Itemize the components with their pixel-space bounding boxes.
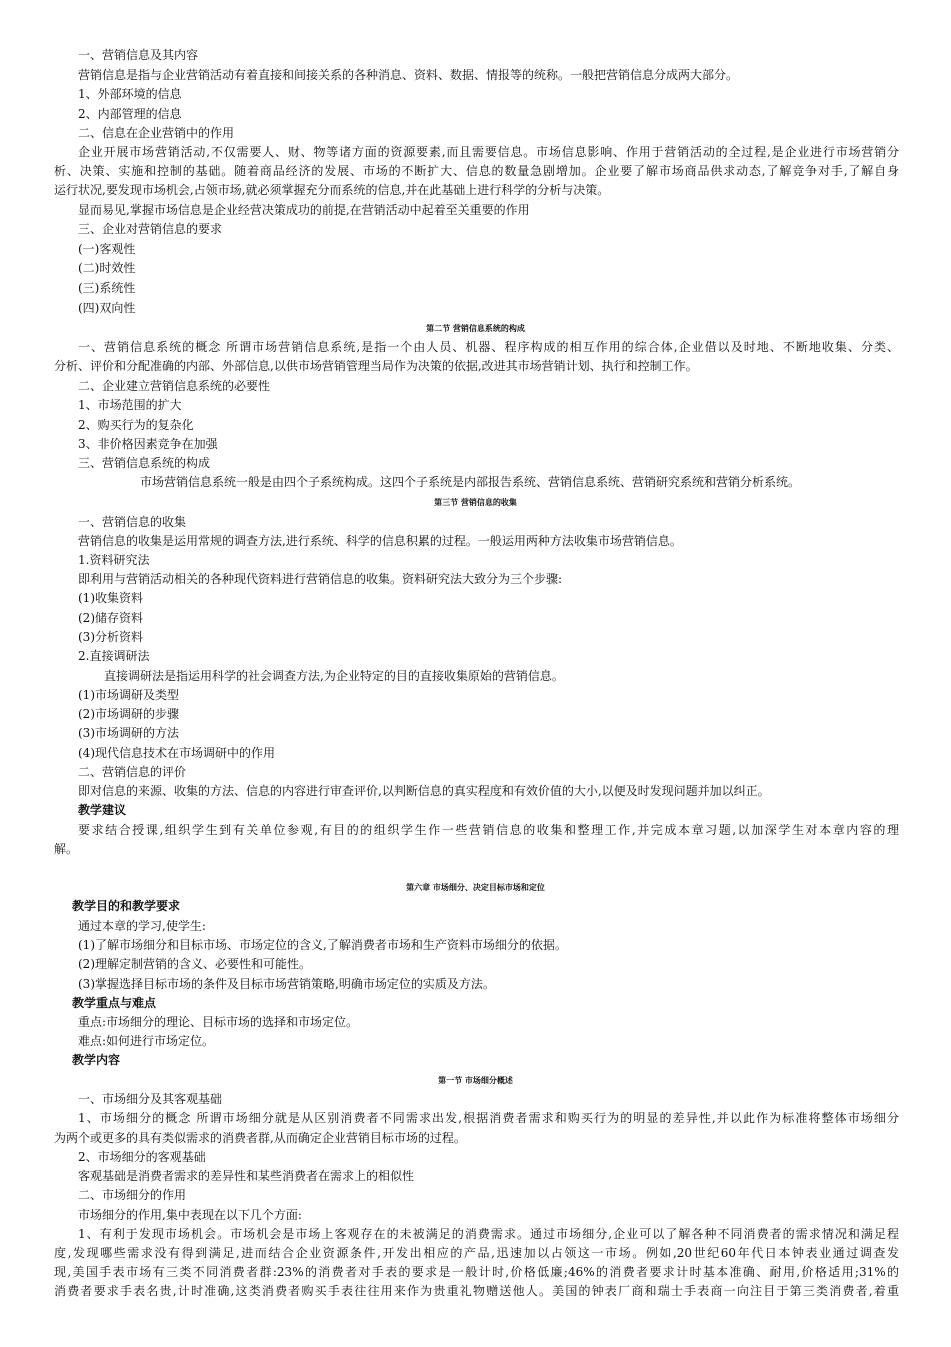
bold-heading: 教学建议 <box>78 803 127 817</box>
section-title: 第二节 营销信息系统的构成 <box>426 323 525 333</box>
section-heading: 一、市场细分及其客观基础 <box>78 1092 223 1106</box>
chapter-title: 第六章 市场细分、决定目标市场和定位 <box>406 882 545 892</box>
paragraph-line: 直接调研法是指运用科学的社会调查方法,为企业特定的目的直接收集原始的营销信息。 <box>104 669 564 683</box>
section-heading: 二、市场细分的作用 <box>78 1188 187 1202</box>
list-item: (四)双向性 <box>78 301 136 315</box>
list-item: 3、非价格因素竞争在加强 <box>78 437 218 451</box>
bold-heading: 教学目的和教学要求 <box>72 899 181 913</box>
section-title: 第一节 市场细分概述 <box>438 1075 513 1085</box>
list-item: 2、购买行为的复杂化 <box>78 418 194 432</box>
paragraph-line: 显而易见,掌握市场信息是企业经营决策成功的前提,在营销活动中起着至关重要的作用 <box>78 203 530 217</box>
paragraph-line: 消费者要求手表名贵,计时准确,这类消费者购买手表往往用来作为贵重礼物赠送他人。美国的钟表厂商和瑞士手表商一向注目于第三类消费者,着重 <box>54 1284 899 1298</box>
list-item: (三)系统性 <box>78 281 136 295</box>
paragraph-line: 营销信息是指与企业营销活动有着直接和间接关系的各种消息、资料、数据、情报等的统称。一般把营销信息分成两大部分。 <box>78 68 739 82</box>
paragraph-line: 客观基础是消费者需求的差异性和某些消费者在需求上的相似性 <box>78 1169 415 1183</box>
paragraph-line: 通过本章的学习,使学生: <box>78 919 206 933</box>
paragraph-line: 要求结合授课,组织学生到有关单位参观,有目的的组织学生作一些营销信息的收集和整理工作,并完成本章习题,以加深学生对本章内容的理 <box>78 823 899 837</box>
list-item: (2)理解定制营销的含义、必要性和可能性。 <box>78 957 311 971</box>
paragraph-line: 重点:市场细分的理论、目标市场的选择和市场定位。 <box>78 1015 359 1029</box>
paragraph-line: 1、市场细分的概念 所谓市场细分就是从区别消费者不同需求出发,根据消费者需求和购买行为的明显的差异性,并以此作为标准将整体市场细分 <box>78 1111 899 1125</box>
section-heading: 二、营销信息的评价 <box>78 765 187 779</box>
paragraph-line: 市场营销信息系统一般是由四个子系统构成。这四个子系统是内部报告系统、营销信息系统、营销研究系统和营销分析系统。 <box>140 475 801 489</box>
paragraph-line: 一、营销信息系统的概念 所谓市场营销信息系统,是指一个由人员、机器、程序构成的相互作用的综合体,企业借以及时地、不断地收集、分类、 <box>78 340 899 354</box>
paragraph-line: 市场细分的作用,集中表现在以下几个方面: <box>78 1208 302 1222</box>
list-item: 2、内部管理的信息 <box>78 107 182 121</box>
paragraph-line: 运行状况,要发现市场机会,占领市场,就必须掌握充分而系统的信息,并在此基础上进行科学的分析与决策。 <box>54 183 610 197</box>
subheading: 2、市场细分的客观基础 <box>78 1150 206 1164</box>
list-item: (1)收集资料 <box>78 591 143 605</box>
subheading: 2.直接调研法 <box>78 649 150 663</box>
paragraph-line: 为两个或更多的具有类似需求的消费者群,从而确定企业营销目标市场的过程。 <box>54 1131 466 1145</box>
list-item: (二)时效性 <box>78 261 136 275</box>
list-item: 1、外部环境的信息 <box>78 87 182 101</box>
paragraph-line: 现,美国手表市场有三类不同消费者群:23%的消费者对手表的要求是一般计时,价格低廉;46%的消费者要求计时基本准确、耐用,价格适用;31%的 <box>54 1265 899 1279</box>
section-heading: 一、营销信息的收集 <box>78 515 187 529</box>
paragraph-line: 难点:如何进行市场定位。 <box>78 1034 215 1048</box>
list-item: 1、市场范围的扩大 <box>78 398 182 412</box>
section-heading: 二、信息在企业营销中的作用 <box>78 126 235 140</box>
paragraph-line: 分析、评价和分配准确的内部、外部信息,以供市场营销管理当局作为决策的依据,改进其市场营销计划、执行和控制工作。 <box>54 359 698 373</box>
section-title: 第三节 营销信息的收集 <box>434 497 517 507</box>
list-item: (3)分析资料 <box>78 630 143 644</box>
bold-heading: 教学重点与难点 <box>72 996 157 1010</box>
section-heading: 二、企业建立营销信息系统的必要性 <box>78 379 271 393</box>
list-item: (2)储存资料 <box>78 611 143 625</box>
paragraph-line: 解。 <box>54 842 79 856</box>
list-item: (4)现代信息技术在市场调研中的作用 <box>78 746 275 760</box>
paragraph-line: 1、有利于发现市场机会。市场机会是市场上客观存在的未被满足的消费需求。通过市场细分,企业可以了解各种不同消费者的需求情况和满足程 <box>78 1227 899 1241</box>
paragraph-line: 析、决策、实施和控制的基础。随着商品经济的发展、市场的不断扩大、信息的数量急剧增加。企业要了解市场商品供求动态,了解竞争对手,了解自身 <box>54 164 899 178</box>
section-heading: 一、营销信息及其内容 <box>78 48 199 62</box>
list-item: (2)市场调研的步骤 <box>78 707 179 721</box>
paragraph-line: 度,发现哪些需求没有得到满足,进而结合企业资源条件,开发出相应的产品,迅速加以占领这一市场。例如,20世纪60年代日本钟表业通过调查发 <box>54 1246 899 1260</box>
list-item: (3)掌握选择目标市场的条件及目标市场营销策略,明确市场定位的实质及方法。 <box>78 977 495 991</box>
list-item: (3)市场调研的方法 <box>78 726 179 740</box>
list-item: (1)市场调研及类型 <box>78 688 179 702</box>
section-heading: 三、企业对营销信息的要求 <box>78 222 223 236</box>
list-item: (1)了解市场细分和目标市场、市场定位的含义,了解消费者市场和生产资料市场细分的依据。 <box>78 938 567 952</box>
paragraph-line: 营销信息的收集是运用常规的调查方法,进行系统、科学的信息积累的过程。一般运用两种方法收集市场营销信息。 <box>78 534 682 548</box>
subheading: 1.资料研究法 <box>78 553 150 567</box>
paragraph-line: 即利用与营销活动相关的各种现代资料进行营销信息的收集。资料研究法大致分为三个步骤: <box>78 572 563 586</box>
section-heading: 三、营销信息系统的构成 <box>78 456 211 470</box>
paragraph-line: 企业开展市场营销活动,不仅需要人、财、物等诸方面的资源要素,而且需要信息。市场信息影响、作用于营销活动的全过程,是企业进行市场营销分 <box>78 145 899 159</box>
paragraph-line: 即对信息的来源、收集的方法、信息的内容进行审查评价,以判断信息的真实程度和有效价值的大小,以便及时发现问题并加以纠正。 <box>78 784 770 798</box>
list-item: (一)客观性 <box>78 242 136 256</box>
bold-heading: 教学内容 <box>72 1053 121 1067</box>
